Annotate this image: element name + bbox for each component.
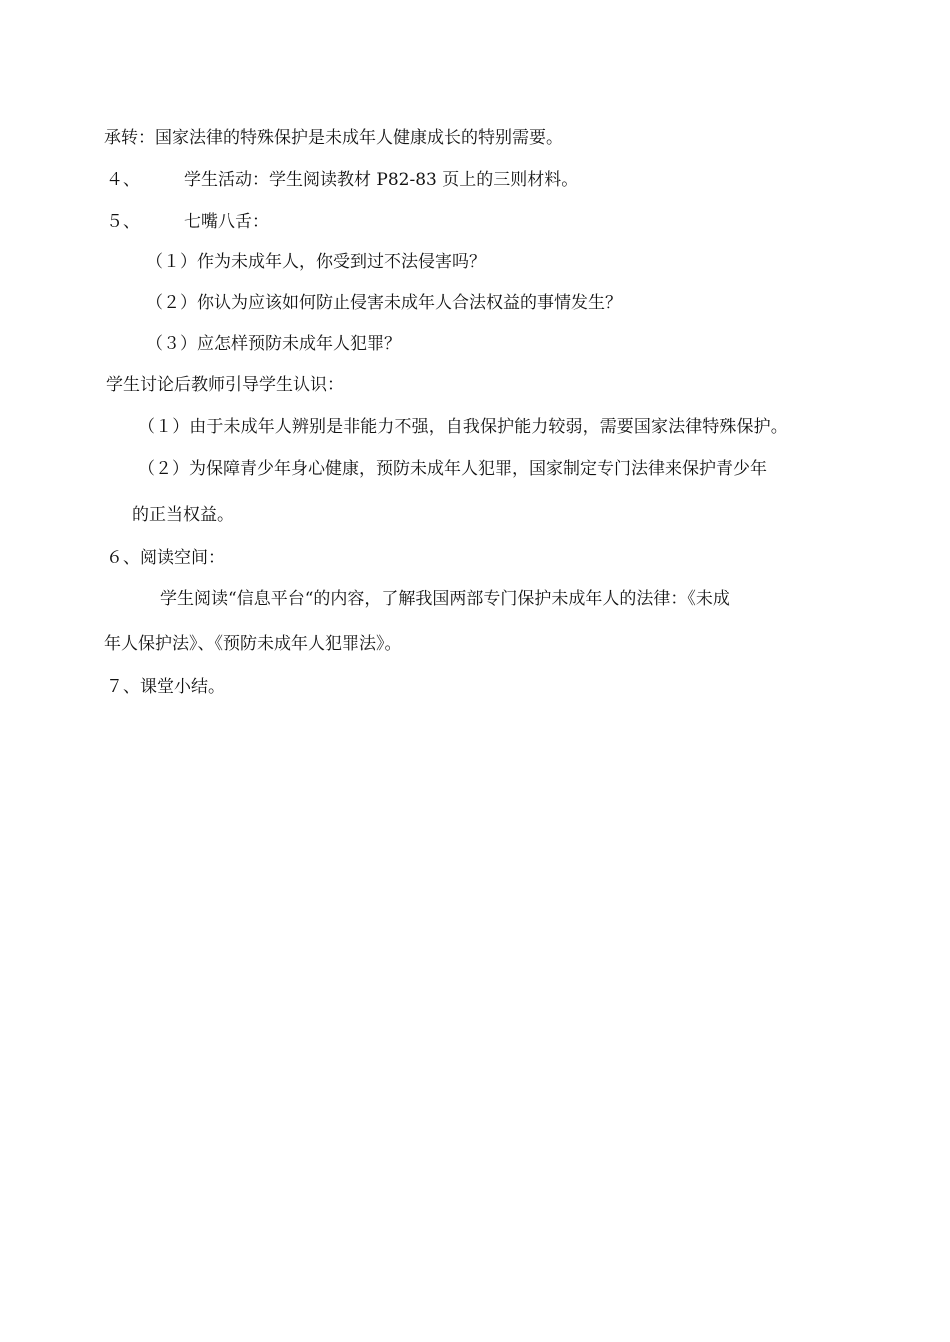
transition-text: 承转：国家法律的特殊保护是未成年人健康成长的特别需要。 <box>104 128 563 148</box>
item-5-text: 七嘴八舌： <box>184 212 269 232</box>
reading-paragraph-line-1: 学生阅读“信息平台“的内容，了解我国两部专门保护未成年人的法律：《未成 <box>160 589 730 609</box>
item-4 <box>106 169 578 191</box>
item-6: ６、阅读空间： <box>106 548 225 568</box>
item-4-number: ４、 <box>106 170 140 190</box>
item-7: ７、课堂小结。 <box>106 677 225 697</box>
conclusion-2-line-1: （２）为保障青少年身心健康，预防未成年人犯罪，国家制定专门法律来保护青少年 <box>138 459 767 479</box>
question-2: （２）你认为应该如何防止侵害未成年人合法权益的事情发生？ <box>146 293 622 313</box>
discussion-intro: 学生讨论后教师引导学生认识： <box>106 375 344 395</box>
reading-paragraph-line-2: 年人保护法》、《预防未成年人犯罪法》。 <box>104 634 402 654</box>
conclusion-2-line-2: 的正当权益。 <box>132 505 234 525</box>
item-4-text: 学生活动：学生阅读教材 P82-83 页上的三则材料。 <box>184 170 579 190</box>
conclusion-1: （１）由于未成年人辨别是非能力不强，自我保护能力较弱，需要国家法律特殊保护。 <box>138 417 788 437</box>
question-3: （３）应怎样预防未成年人犯罪？ <box>146 334 401 354</box>
question-1: （１）作为未成年人，你受到过不法侵害吗？ <box>146 252 486 272</box>
item-5 <box>106 211 269 233</box>
item-5-number: ５、 <box>106 212 140 232</box>
